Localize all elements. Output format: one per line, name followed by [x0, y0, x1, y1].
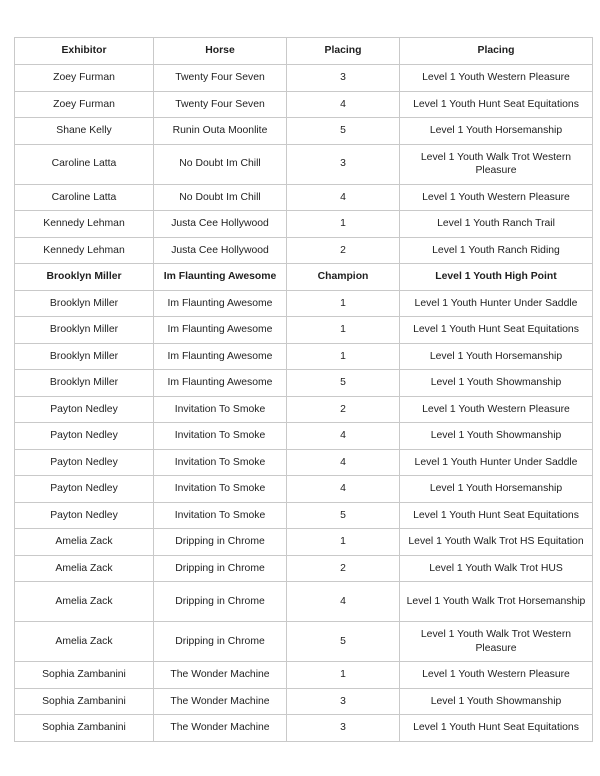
cell-placing: 5 [287, 370, 400, 397]
cell-class: Level 1 Youth Hunter Under Saddle [400, 290, 593, 317]
cell-exhibitor: Amelia Zack [15, 622, 154, 662]
table-row [15, 555, 593, 582]
table-row [15, 715, 593, 742]
table-row [15, 343, 593, 370]
cell-exhibitor: Payton Nedley [15, 449, 154, 476]
cell-horse: Dripping in Chrome [154, 555, 287, 582]
cell-class: Level 1 Youth Western Pleasure [400, 662, 593, 689]
cell-exhibitor: Brooklyn Miller [15, 317, 154, 344]
cell-exhibitor: Amelia Zack [15, 555, 154, 582]
header-class: Placing [400, 38, 593, 65]
table-row [15, 211, 593, 238]
cell-horse: No Doubt Im Chill [154, 184, 287, 211]
cell-class: Level 1 Youth Western Pleasure [400, 65, 593, 92]
cell-exhibitor: Amelia Zack [15, 529, 154, 556]
header-horse: Horse [154, 38, 287, 65]
cell-class: Level 1 Youth Showmanship [400, 688, 593, 715]
table-row [15, 449, 593, 476]
cell-placing: 1 [287, 662, 400, 689]
cell-placing: 5 [287, 622, 400, 662]
cell-exhibitor: Zoey Furman [15, 91, 154, 118]
cell-placing: 5 [287, 118, 400, 145]
cell-exhibitor: Brooklyn Miller [15, 290, 154, 317]
cell-horse: No Doubt Im Chill [154, 144, 287, 184]
cell-exhibitor: Payton Nedley [15, 396, 154, 423]
cell-exhibitor: Brooklyn Miller [15, 264, 154, 291]
cell-placing: 4 [287, 449, 400, 476]
cell-exhibitor: Caroline Latta [15, 184, 154, 211]
cell-horse: Im Flaunting Awesome [154, 317, 287, 344]
cell-horse: Twenty Four Seven [154, 91, 287, 118]
cell-horse: The Wonder Machine [154, 715, 287, 742]
table-row [15, 317, 593, 344]
table-row [15, 476, 593, 503]
cell-class: Level 1 Youth Hunt Seat Equitations [400, 502, 593, 529]
cell-placing: 1 [287, 343, 400, 370]
cell-placing: 4 [287, 582, 400, 622]
cell-horse: Justa Cee Hollywood [154, 211, 287, 238]
cell-placing: Champion [287, 264, 400, 291]
cell-horse: Twenty Four Seven [154, 65, 287, 92]
table-row [15, 622, 593, 662]
cell-placing: 1 [287, 529, 400, 556]
table-row [15, 502, 593, 529]
cell-horse: Im Flaunting Awesome [154, 290, 287, 317]
cell-class: Level 1 Youth Walk Trot HUS [400, 555, 593, 582]
cell-exhibitor: Amelia Zack [15, 582, 154, 622]
cell-placing: 4 [287, 91, 400, 118]
header-row [15, 38, 593, 65]
cell-horse: Invitation To Smoke [154, 476, 287, 503]
table-body [15, 65, 593, 742]
table-row [15, 662, 593, 689]
cell-horse: Dripping in Chrome [154, 622, 287, 662]
cell-exhibitor: Sophia Zambanini [15, 715, 154, 742]
cell-class: Level 1 Youth Hunter Under Saddle [400, 449, 593, 476]
table-row [15, 91, 593, 118]
cell-placing: 1 [287, 211, 400, 238]
cell-horse: Invitation To Smoke [154, 396, 287, 423]
cell-horse: Invitation To Smoke [154, 423, 287, 450]
cell-class: Level 1 Youth Western Pleasure [400, 184, 593, 211]
table-row [15, 264, 593, 291]
table-row [15, 65, 593, 92]
cell-class: Level 1 Youth Walk Trot Horsemanship [400, 582, 593, 622]
cell-placing: 1 [287, 290, 400, 317]
cell-placing: 3 [287, 144, 400, 184]
table-row [15, 396, 593, 423]
cell-placing: 4 [287, 184, 400, 211]
cell-horse: Invitation To Smoke [154, 502, 287, 529]
cell-placing: 3 [287, 688, 400, 715]
cell-horse: Dripping in Chrome [154, 582, 287, 622]
cell-exhibitor: Brooklyn Miller [15, 370, 154, 397]
table-row [15, 290, 593, 317]
cell-horse: Im Flaunting Awesome [154, 370, 287, 397]
cell-exhibitor: Payton Nedley [15, 423, 154, 450]
cell-horse: Im Flaunting Awesome [154, 343, 287, 370]
cell-class: Level 1 Youth Horsemanship [400, 476, 593, 503]
table-row [15, 688, 593, 715]
table-row [15, 184, 593, 211]
cell-placing: 2 [287, 396, 400, 423]
cell-exhibitor: Kennedy Lehman [15, 211, 154, 238]
cell-exhibitor: Caroline Latta [15, 144, 154, 184]
cell-class: Level 1 Youth Hunt Seat Equitations [400, 91, 593, 118]
cell-exhibitor: Shane Kelly [15, 118, 154, 145]
table-row [15, 144, 593, 184]
cell-exhibitor: Sophia Zambanini [15, 662, 154, 689]
table-row [15, 582, 593, 622]
cell-exhibitor: Payton Nedley [15, 476, 154, 503]
cell-horse: Invitation To Smoke [154, 449, 287, 476]
cell-placing: 2 [287, 237, 400, 264]
cell-class: Level 1 Youth Walk Trot Western Pleasure [400, 144, 593, 184]
cell-placing: 3 [287, 715, 400, 742]
cell-class: Level 1 Youth Horsemanship [400, 343, 593, 370]
cell-class: Level 1 Youth Ranch Riding [400, 237, 593, 264]
cell-class: Level 1 Youth Showmanship [400, 423, 593, 450]
cell-class: Level 1 Youth Hunt Seat Equitations [400, 715, 593, 742]
cell-placing: 3 [287, 65, 400, 92]
table-row [15, 237, 593, 264]
cell-horse: Im Flaunting Awesome [154, 264, 287, 291]
table-row [15, 529, 593, 556]
table-row [15, 370, 593, 397]
cell-class: Level 1 Youth Horsemanship [400, 118, 593, 145]
cell-exhibitor: Brooklyn Miller [15, 343, 154, 370]
cell-class: Level 1 Youth Ranch Trail [400, 211, 593, 238]
cell-class: Level 1 Youth Hunt Seat Equitations [400, 317, 593, 344]
cell-horse: Justa Cee Hollywood [154, 237, 287, 264]
cell-class: Level 1 Youth Walk Trot Western Pleasure [400, 622, 593, 662]
cell-exhibitor: Sophia Zambanini [15, 688, 154, 715]
cell-horse: The Wonder Machine [154, 662, 287, 689]
cell-class: Level 1 Youth Western Pleasure [400, 396, 593, 423]
cell-placing: 5 [287, 502, 400, 529]
cell-placing: 4 [287, 423, 400, 450]
cell-placing: 2 [287, 555, 400, 582]
cell-exhibitor: Kennedy Lehman [15, 237, 154, 264]
cell-horse: The Wonder Machine [154, 688, 287, 715]
table-row [15, 423, 593, 450]
cell-placing: 1 [287, 317, 400, 344]
results-table [14, 37, 593, 742]
cell-class: Level 1 Youth Showmanship [400, 370, 593, 397]
cell-horse: Runin Outa Moonlite [154, 118, 287, 145]
cell-class: Level 1 Youth High Point [400, 264, 593, 291]
cell-exhibitor: Payton Nedley [15, 502, 154, 529]
cell-exhibitor: Zoey Furman [15, 65, 154, 92]
header-placing: Placing [287, 38, 400, 65]
table-row [15, 118, 593, 145]
cell-class: Level 1 Youth Walk Trot HS Equitation [400, 529, 593, 556]
cell-horse: Dripping in Chrome [154, 529, 287, 556]
cell-placing: 4 [287, 476, 400, 503]
header-exhibitor: Exhibitor [15, 38, 154, 65]
